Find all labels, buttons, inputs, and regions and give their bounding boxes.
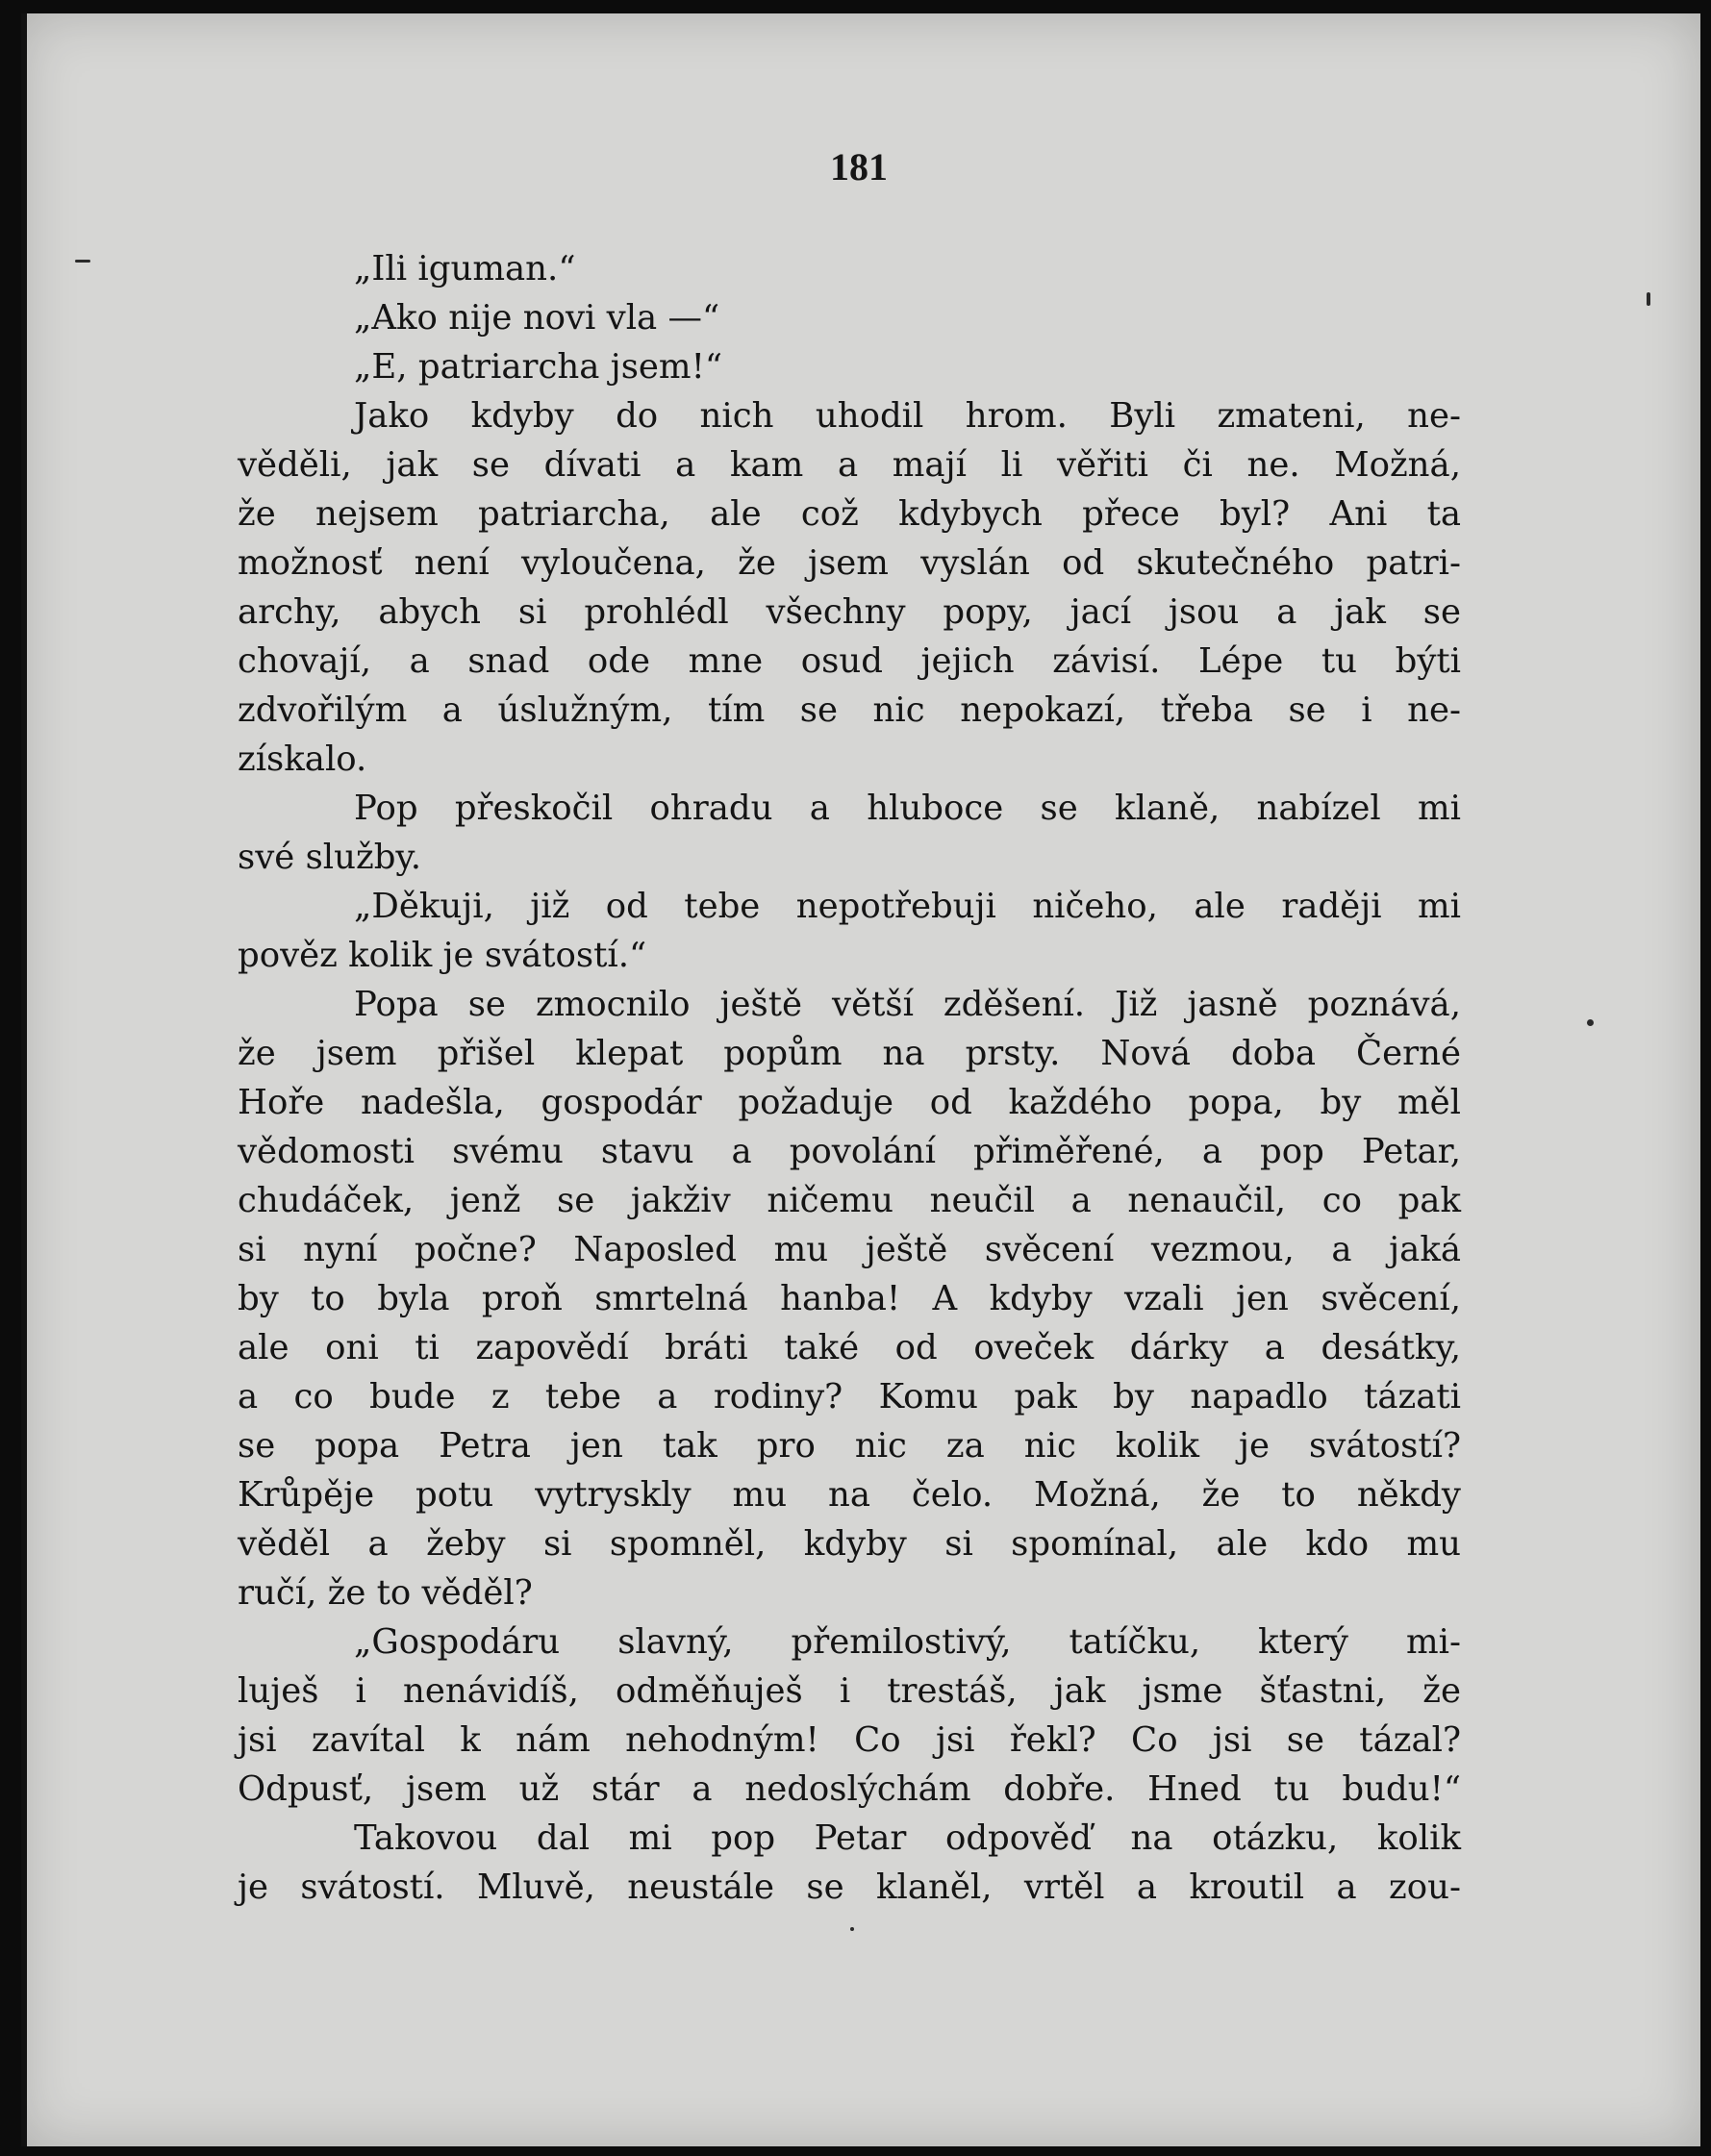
scan-speck xyxy=(1647,292,1650,306)
text-line: věděli, jak se dívati a kam a mají li věřiti či ne. Možná, xyxy=(238,445,1461,485)
text-line: možnosť není vyloučena, že jsem vyslán od skutečného patri- xyxy=(238,543,1461,583)
text-line: „Ili iguman.“ xyxy=(354,249,576,288)
text-line: Odpusť, jsem už stár a nedoslýchám dobře. Hned tu budu!“ xyxy=(238,1769,1461,1809)
text-line: že nejsem patriarcha, ale což kdybych přece byl? Ani ta xyxy=(238,494,1461,534)
text-line: a co bude z tebe a rodiny? Komu pak by napadlo tázati xyxy=(238,1377,1461,1416)
text-line: ručí, že to věděl? xyxy=(238,1573,533,1613)
page-number-text: 181 xyxy=(830,145,888,188)
text-line: ale oni ti zapovědí bráti také od oveček dárky a desátky, xyxy=(238,1328,1461,1367)
text-line: se popa Petra jen tak pro nic za nic kolik je svátostí? xyxy=(238,1426,1461,1466)
text-line: Jako kdyby do nich uhodil hrom. Byli zmateni, ne- xyxy=(354,396,1461,436)
text-line: zdvořilým a úslužným, tím se nic nepokazí, třeba se i ne- xyxy=(238,690,1461,730)
text-line: luješ i nenávidíš, odměňuješ i trestáš, jak jsme šťastni, že xyxy=(238,1671,1461,1711)
text-line: si nyní počne? Naposled mu ještě svěcení vezmou, a jaká xyxy=(238,1230,1461,1269)
text-line: jsi zavítal k nám nehodným! Co jsi řekl? Co jsi se tázal? xyxy=(238,1720,1461,1760)
text-line: že jsem přišel klepat popům na prsty. Nová doba Černé xyxy=(238,1034,1461,1073)
text-line: věděl a žeby si spomněl, kdyby si spomínal, ale kdo mu xyxy=(238,1524,1461,1564)
scan-speck xyxy=(850,1927,854,1931)
text-line: Pop přeskočil ohradu a hluboce se klaně, nabízel mi xyxy=(354,789,1461,828)
text-line: je svátostí. Mluvě, neustále se klaněl, vrtěl a kroutil a zou- xyxy=(238,1868,1461,1907)
text-line: pověz kolik je svátostí.“ xyxy=(238,936,647,975)
body-text xyxy=(238,244,1461,1912)
text-line: chudáček, jenž se jakživ ničemu neučil a nenaučil, co pak xyxy=(238,1181,1461,1220)
scan-speck xyxy=(75,260,90,263)
text-line: Takovou dal mi pop Petar odpověď na otázku, kolik xyxy=(354,1818,1461,1858)
text-line: „Děkuji, již od tebe nepotřebuji ničeho, ale raději mi xyxy=(354,887,1461,926)
text-line: archy, abych si prohlédl všechny popy, jací jsou a jak se xyxy=(238,592,1461,632)
page-number xyxy=(21,144,1700,189)
page-edge-shadow xyxy=(21,13,27,2146)
text-line: „E, patriarcha jsem!“ xyxy=(354,347,722,387)
text-line: získalo. xyxy=(238,740,367,779)
text-line: vědomosti svému stavu a povolání přiměřené, a pop Petar, xyxy=(238,1132,1461,1171)
text-line: chovají, a snad ode mne osud jejich závisí. Lépe tu býti xyxy=(238,641,1461,681)
text-line: by to byla proň smrtelná hanba! A kdyby vzali jen svěcení, xyxy=(238,1279,1461,1318)
text-line: Krůpěje potu vytryskly mu na čelo. Možná, že to někdy xyxy=(238,1475,1461,1515)
text-line: „Gospodáru slavný, přemilostivý, tatíčku, který mi- xyxy=(354,1622,1461,1662)
scanned-page xyxy=(21,13,1700,2146)
text-line: Popa se zmocnilo ještě větší zděšení. Již jasně poznává, xyxy=(354,985,1461,1024)
scan-speck xyxy=(1587,1019,1594,1026)
text-line: „Ako nije novi vla —“ xyxy=(354,298,720,338)
text-line: Hoře nadešla, gospodár požaduje od každého popa, by měl xyxy=(238,1083,1461,1122)
text-line: své služby. xyxy=(238,838,422,877)
